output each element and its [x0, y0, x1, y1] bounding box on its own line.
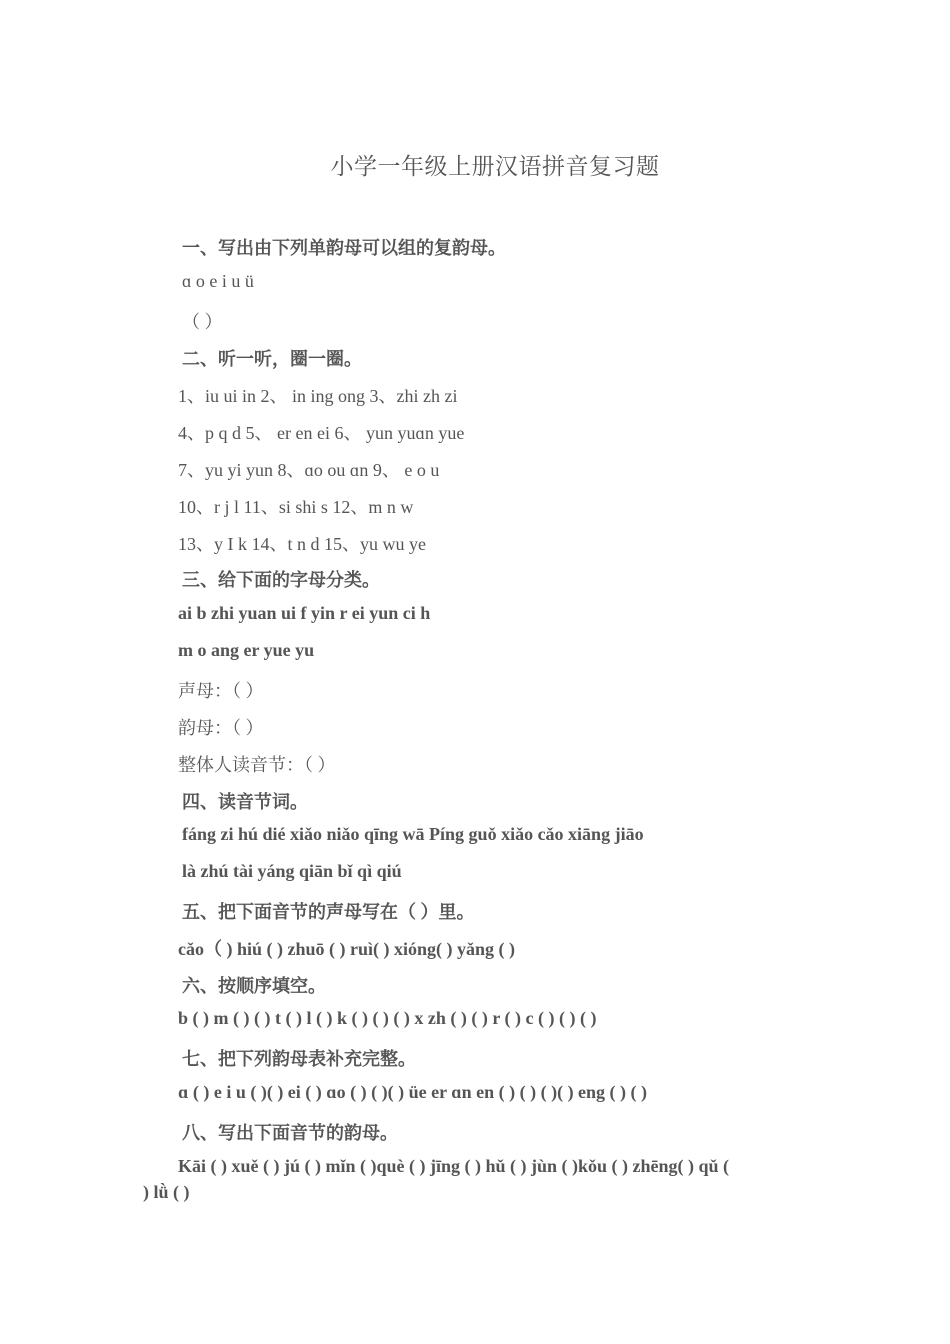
section-1-heading: 一、写出由下列单韵母可以组的复韵母。: [182, 238, 506, 258]
section-2-heading: 二、听一听，圈一圈。: [182, 349, 362, 369]
section-6-row: b ( ) m ( ) ( ) t ( ) l ( ) k ( ) ( ) ( ) x zh ( ) ( ) r ( ) c ( ) ( ) ( ): [178, 1008, 597, 1028]
section-1-blank: （ ）: [182, 312, 223, 332]
section-6-heading: 六、按顺序填空。: [182, 976, 326, 996]
section-5-heading: 五、把下面音节的声母写在（ ）里。: [182, 902, 475, 922]
page-title: 小学一年级上册汉语拼音复习题: [330, 154, 660, 179]
section-3-heading: 三、给下面的字母分类。: [182, 570, 380, 590]
section-2-row: 10、r j l 11、si shi s 12、m n w: [178, 497, 414, 517]
section-7-heading: 七、把下列韵母表补充完整。: [182, 1049, 416, 1069]
section-8-row-2: ) lǜ ( ): [143, 1182, 190, 1202]
section-3-letters-row-2: m o ang er yue yu: [178, 640, 315, 660]
section-2-row: 7、yu yi yun 8、ɑo ou ɑn 9、 e o u: [178, 460, 440, 480]
section-2-row: 1、iu ui in 2、 in ing ong 3、zhi zh zi: [178, 386, 458, 406]
section-8-row-1: Kāi ( ) xuě ( ) jú ( ) mǐn ( )què ( ) jīng ( ) hǔ ( ) jùn ( )kǒu ( ) zhēng( ) qǔ (: [178, 1156, 729, 1176]
section-8-heading: 八、写出下面音节的韵母。: [182, 1123, 398, 1143]
section-7-row: ɑ ( ) e i u ( )( ) ei ( ) ɑo ( ) ( )( ) üe er ɑn en ( ) ( ) ( )( ) eng ( ) ( ): [178, 1082, 648, 1102]
section-2-row: 4、p q d 5、 er en ei 6、 yun yuɑn yue: [178, 423, 465, 443]
section-5-row: cǎo（ ) hiú ( ) zhuō ( ) ruì( ) xióng( ) yǎng ( ): [178, 939, 515, 959]
section-3-yunmu: 韵母：（ ）: [178, 718, 264, 738]
section-1-letters: ɑ o e i u ü: [182, 271, 254, 291]
section-3-zhengti: 整体人读音节：（ ）: [178, 755, 336, 775]
section-2-row: 13、y I k 14、t n d 15、yu wu ye: [178, 534, 426, 554]
section-4-words-row-1: fáng zi hú dié xiǎo niǎo qīng wā Píng guǒ xiǎo cǎo xiāng jiāo: [182, 824, 644, 844]
section-4-words-row-2: là zhú tài yáng qiān bǐ qì qiú: [182, 861, 402, 881]
section-3-shengmu: 声母：（ ）: [178, 681, 264, 701]
section-4-heading: 四、读音节词。: [182, 792, 308, 812]
section-3-letters-row-1: ai b zhi yuan ui f yin r ei yun ci h: [178, 603, 431, 623]
